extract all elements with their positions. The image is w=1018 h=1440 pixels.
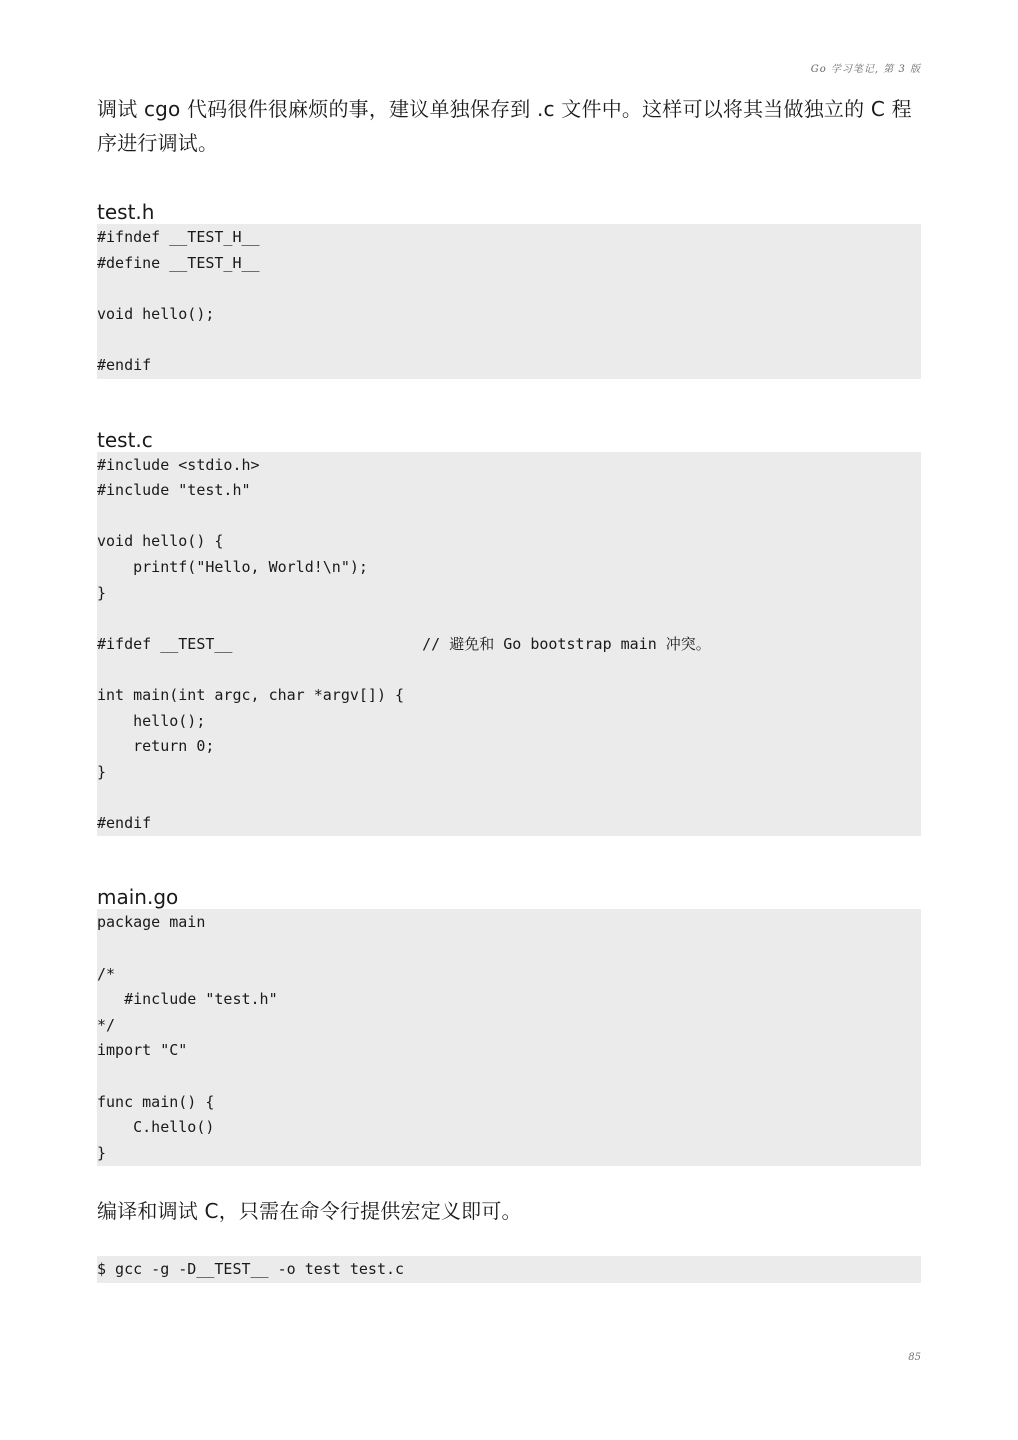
code-block-test-h: #ifndef __TEST_H__ #define __TEST_H__ void hello(); #endif xyxy=(97,224,921,379)
file-heading-test-c: test.c xyxy=(97,427,153,452)
file-heading-test-h: test.h xyxy=(97,200,155,224)
command-block: $ gcc -g -D__TEST__ -o test test.c xyxy=(97,1256,921,1283)
compile-note-paragraph: 编译和调试 C，只需在命令行提供宏定义即可。 xyxy=(97,1199,522,1224)
page-content xyxy=(97,92,921,1283)
page-number: 85 xyxy=(908,1352,921,1363)
code-block-main-go: package main /* #include "test.h" */ import "C" func main() { C.hello() } xyxy=(97,909,921,1166)
file-heading-main-go: main.go xyxy=(97,885,179,910)
running-header: Go 学习笔记, 第 3 版 xyxy=(810,64,921,75)
intro-paragraph: 调试 cgo 代码很件很麻烦的事，建议单独保存到 .c 文件中。这样可以将其当做独立的 C 程序进行调试。 xyxy=(97,97,912,155)
code-block-test-c: #include <stdio.h> #include "test.h" void hello() { printf("Hello, World!\n"); } #ifdef __TEST__ // 避免和 Go bootstrap main 冲突。 int main(int argc, char *argv[]) { hello(); return 0; } #endif xyxy=(97,452,921,837)
